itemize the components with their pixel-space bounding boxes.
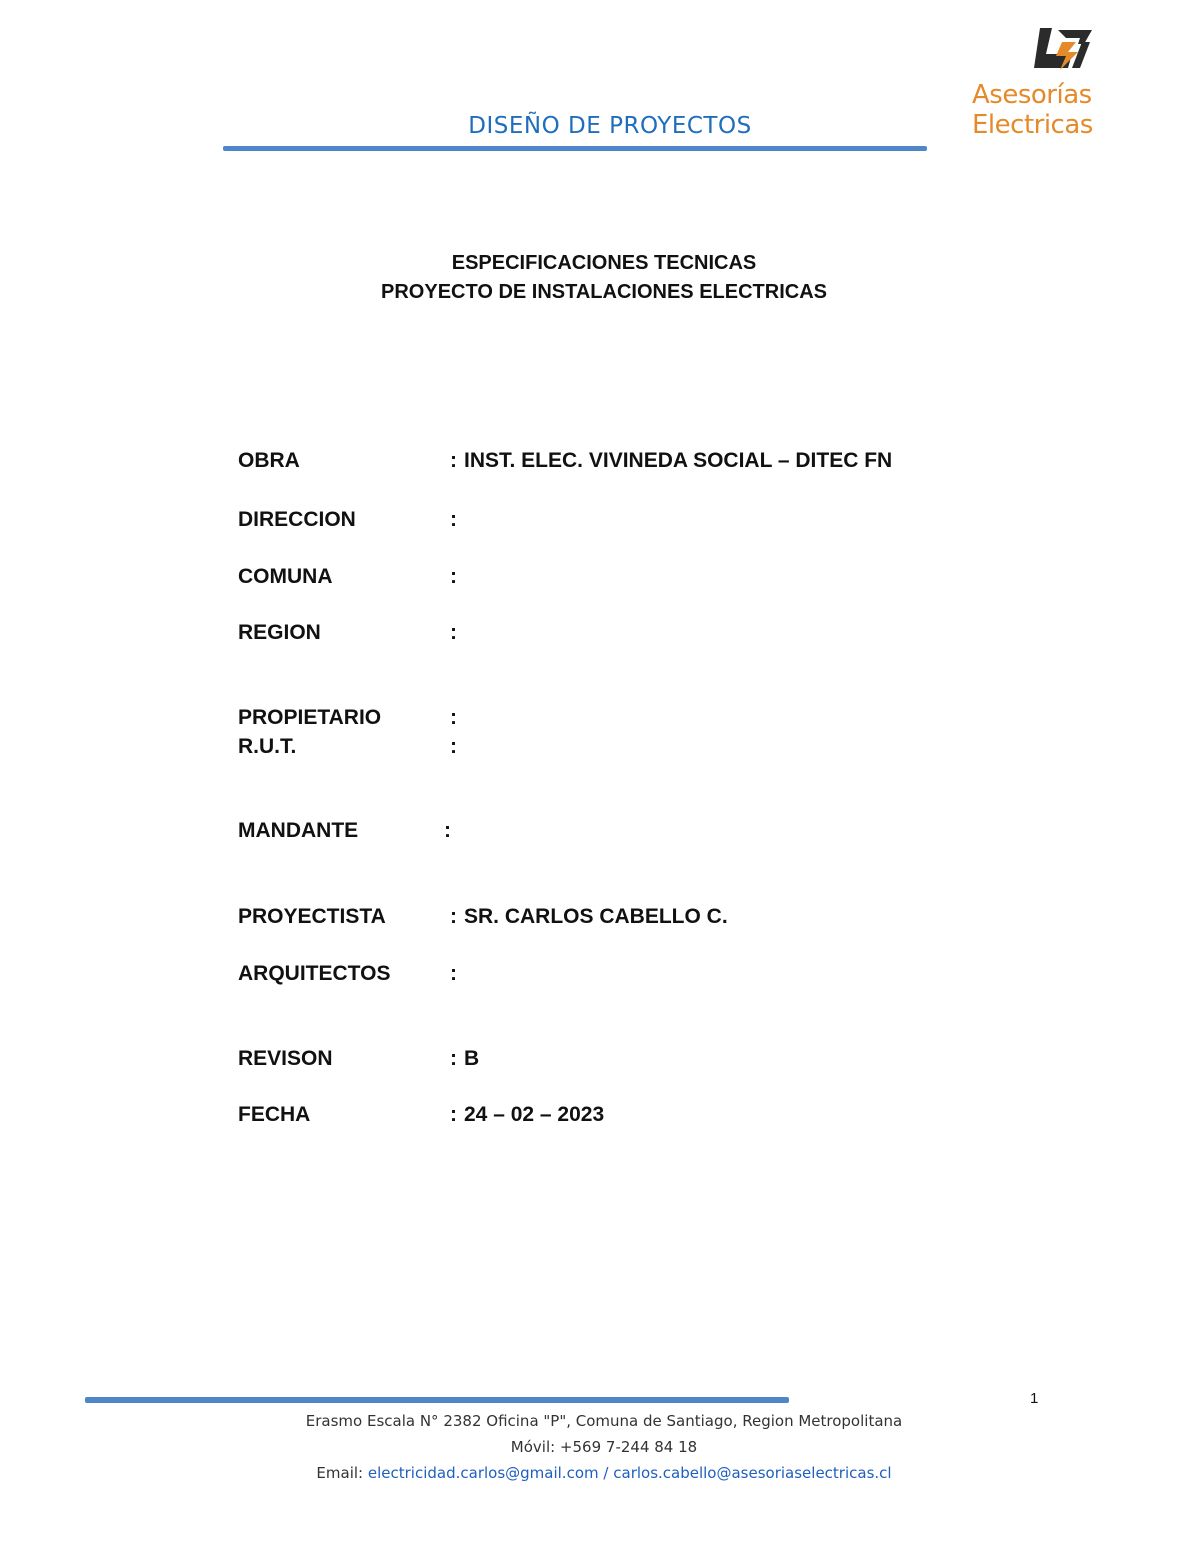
field-label: R.U.T. [238,735,297,758]
footer-email [200,1464,1008,1482]
field-label: PROYECTISTA [238,905,386,928]
company-logo [966,24,1166,140]
email-label: Email: [316,1464,364,1482]
field-value: 24 – 02 – 2023 [464,1103,605,1126]
document-title [200,249,1008,307]
field-value: SR. CARLOS CABELLO C. [464,905,728,928]
field-label: FECHA [238,1103,311,1126]
field-separator: : [450,621,457,644]
header-divider [223,146,927,151]
field-separator: : [450,962,457,985]
email-divider: / [603,1464,609,1482]
field-label: REVISON [238,1047,333,1070]
field-label: PROPIETARIO [238,706,382,729]
field-separator: : [450,735,457,758]
field-label: REGION [238,621,321,644]
page-number: 1 [1030,1390,1039,1407]
field-label: COMUNA [238,565,333,588]
field-separator: : [444,819,451,842]
footer-divider [85,1397,789,1403]
field-value: INST. ELEC. VIVINEDA SOCIAL – DITEC FN [464,449,893,472]
field-label: ARQUITECTOS [238,962,391,985]
field-separator: : [450,905,457,928]
document-title-line-1: ESPECIFICACIONES TECNICAS [451,252,757,274]
logo-text: Asesorías Electricas [972,80,1093,140]
field-label: OBRA [238,449,300,472]
field-separator: : [450,1103,457,1126]
field-value: B [464,1047,480,1070]
field-label: DIRECCION [238,508,356,531]
field-separator: : [450,1047,457,1070]
email-link-company[interactable]: carlos.cabello@asesoriaselectricas.cl [613,1464,892,1482]
footer-address: Erasmo Escala N° 2382 Oficina "P", Comuna de Santiago, Region Metropolitana [305,1412,903,1430]
footer-phone: Móvil: +569 7-244 84 18 [510,1438,698,1456]
field-label: MANDANTE [238,819,359,842]
field-separator: : [450,706,457,729]
email-link-gmail[interactable]: electricidad.carlos@gmail.com [367,1464,599,1482]
document-title-line-2: PROYECTO DE INSTALACIONES ELECTRICAS [381,281,827,303]
field-separator: : [450,565,457,588]
field-separator: : [450,508,457,531]
field-separator: : [450,449,457,472]
page-header-title: DISEÑO DE PROYECTOS [468,113,752,139]
lightning-logo-icon [1032,24,1098,74]
